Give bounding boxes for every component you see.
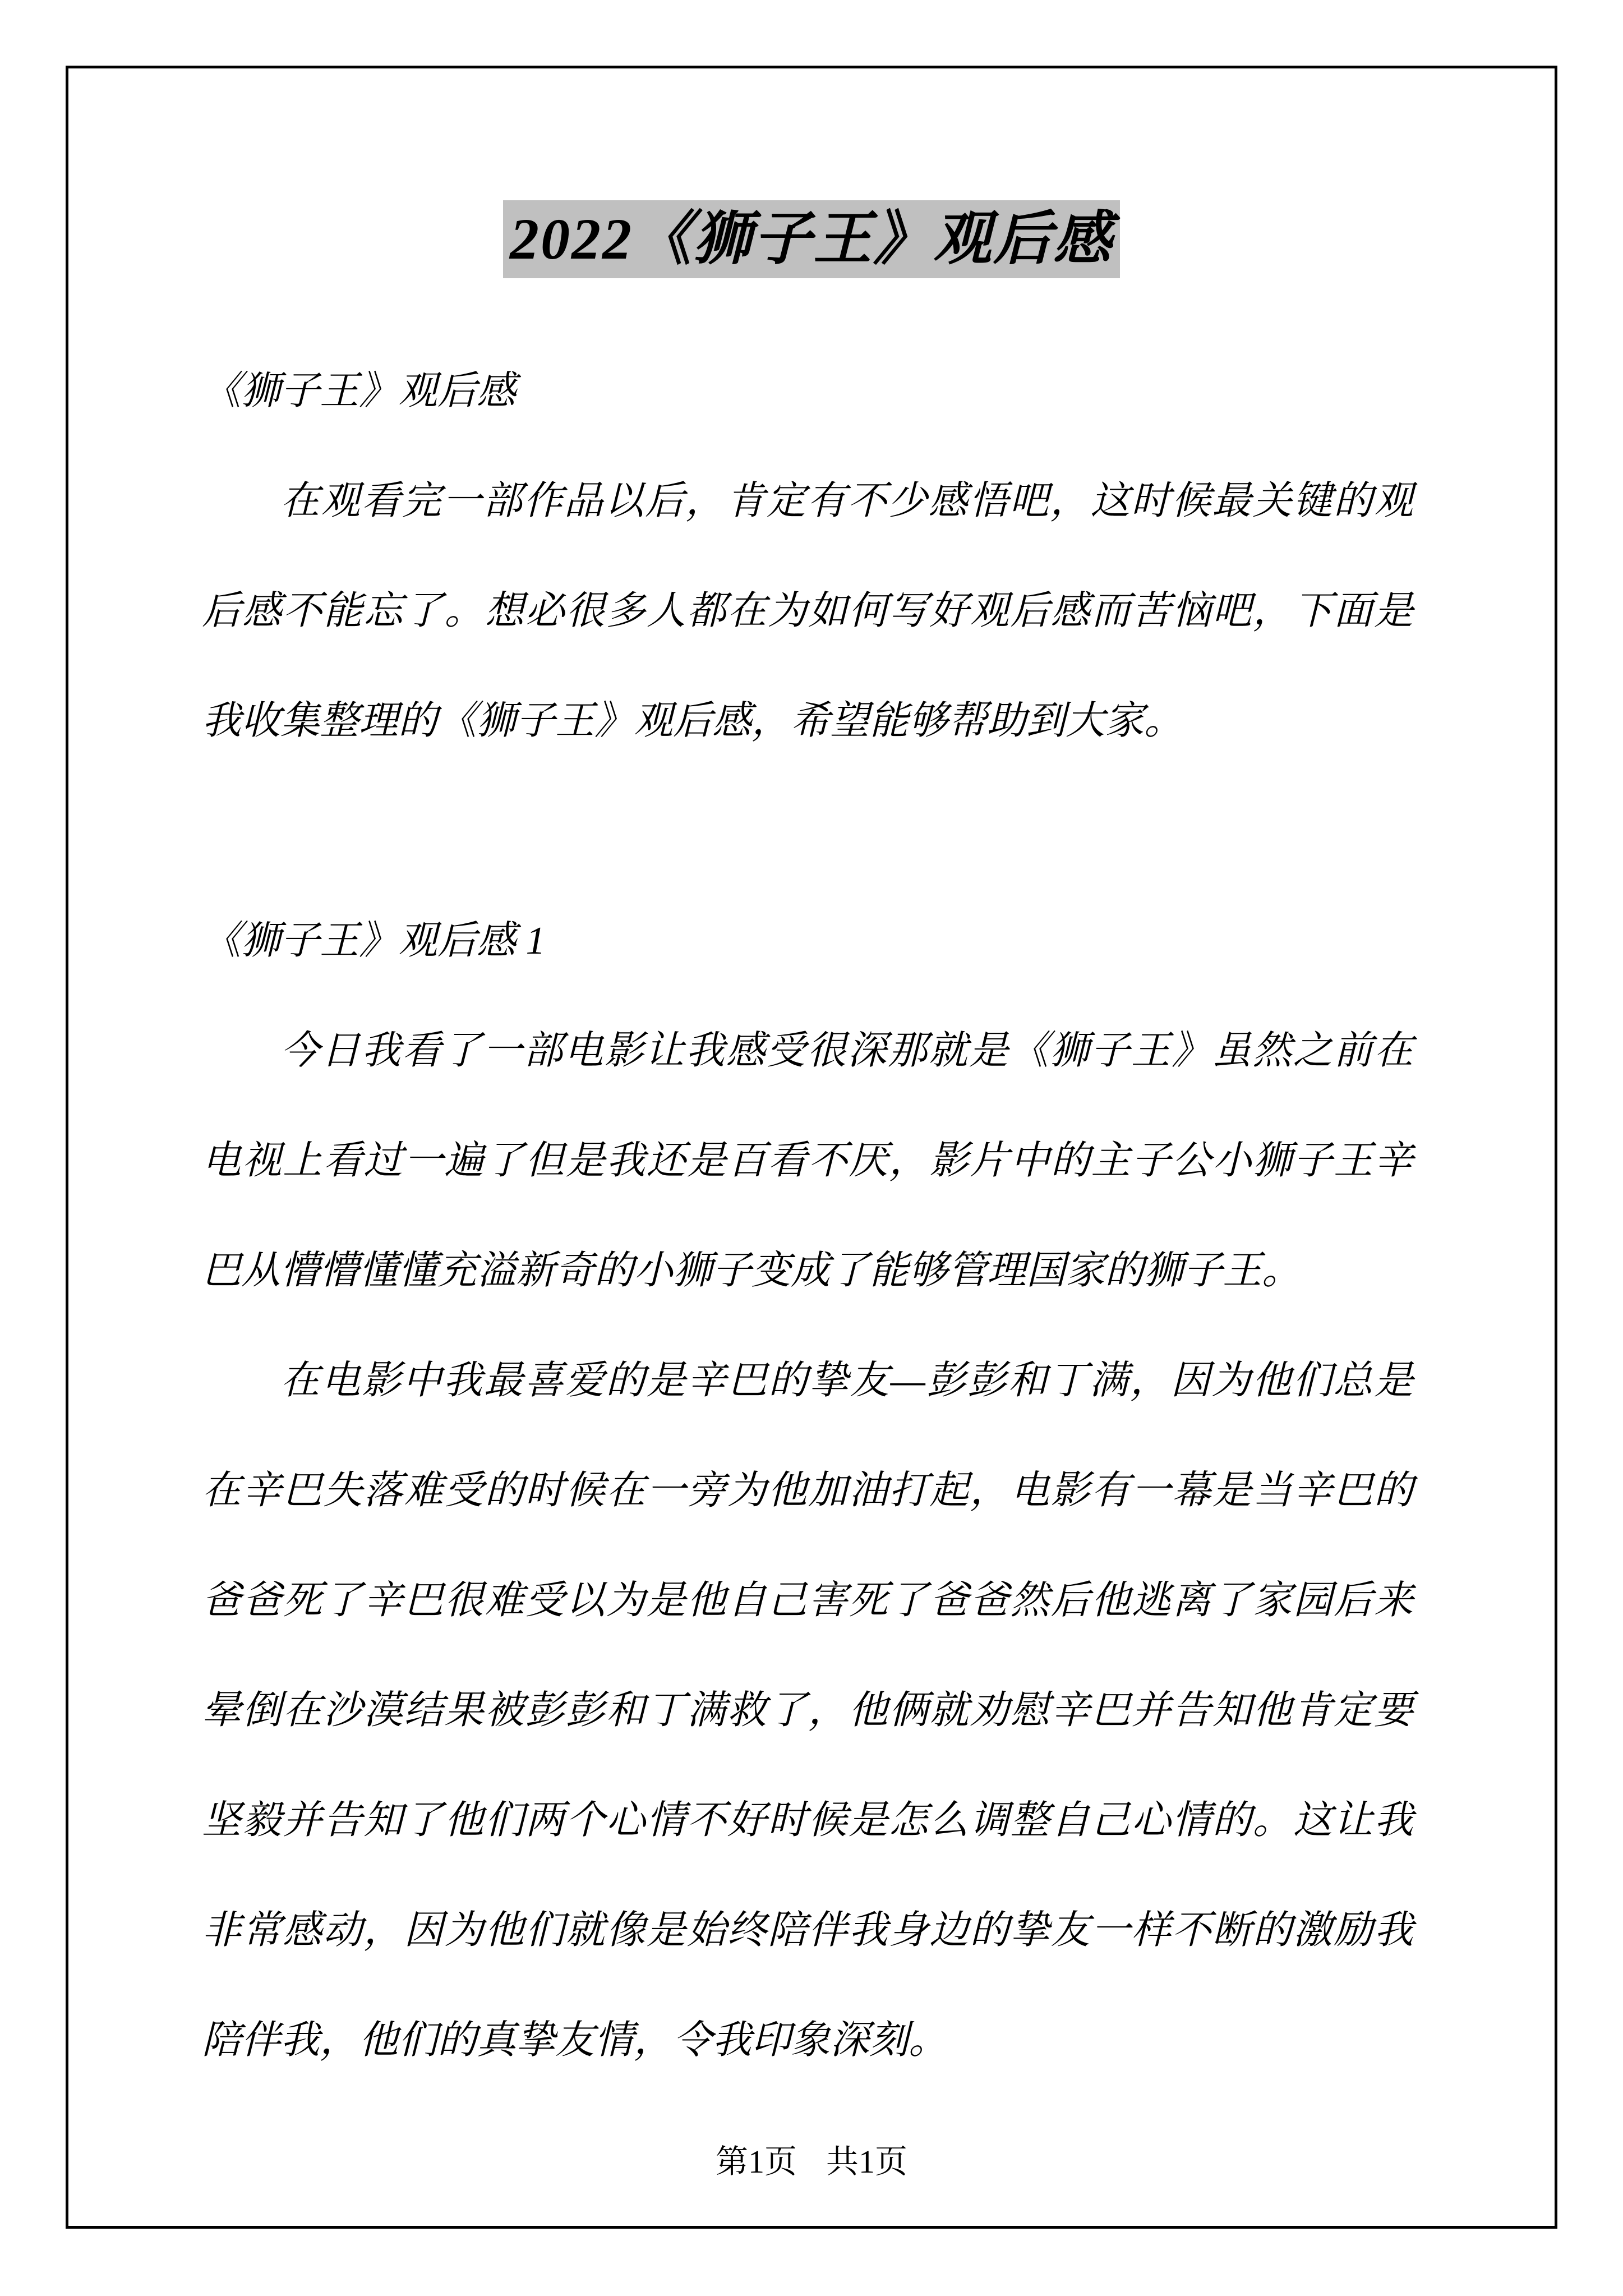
text-line: 在电影中我最喜爱的是辛巴的挚友—彭彭和丁满，因为他们总是 [280, 1359, 1413, 1402]
footer-page-number: 第1页 [715, 2143, 797, 2180]
text-line: 在观看完一部作品以后，肯定有不少感悟吧，这时候最关键的观 [280, 480, 1413, 523]
text-line: 晕倒在沙漠结果被彭彭和丁满救了，他俩就劝慰辛巴并告知他肯定要 [202, 1689, 1413, 1732]
text-line: 我收集整理的《狮子王》观后感，希望能够帮助到大家。 [202, 700, 1183, 743]
document-title: 2022《狮子王》观后感 [503, 200, 1120, 278]
text-line: 后感不能忘了。想必很多人都在为如何写好观后感而苦恼吧，下面是 [202, 590, 1413, 633]
text-line: 巴从懵懵懂懂充溢新奇的小狮子变成了能够管理国家的狮子王。 [202, 1249, 1301, 1292]
footer-total-pages: 共1页 [826, 2143, 908, 2180]
text-line: 在辛巴失落难受的时候在一旁为他加油打起，电影有一幕是当辛巴的 [202, 1469, 1413, 1512]
document-body [202, 337, 1413, 2096]
text-line: 陪伴我，他们的真挚友情，令我印象深刻。 [202, 2019, 948, 2062]
text-line: 非常感动，因为他们就像是始终陪伴我身边的挚友一样不断的激励我 [202, 1909, 1413, 1952]
document-title-wrap [0, 200, 1623, 278]
text-line: 爸爸死了辛巴很难受以为是他自己害死了爸爸然后他逃离了家园后来 [202, 1579, 1413, 1622]
text-line: 《狮子王》观后感 [202, 370, 516, 413]
text-line: 《狮子王》观后感 1 [202, 919, 546, 963]
text-line: 坚毅并告知了他们两个心情不好时候是怎么调整自己心情的。这让我 [202, 1799, 1413, 1842]
text-line: 今日我看了一部电影让我感受很深那就是《狮子王》虽然之前在 [280, 1029, 1413, 1073]
text-line: 电视上看过一遍了但是我还是百看不厌，影片中的主子公小狮子王辛 [202, 1139, 1413, 1182]
page-footer [0, 2135, 1623, 2182]
blank-line [202, 776, 1413, 886]
